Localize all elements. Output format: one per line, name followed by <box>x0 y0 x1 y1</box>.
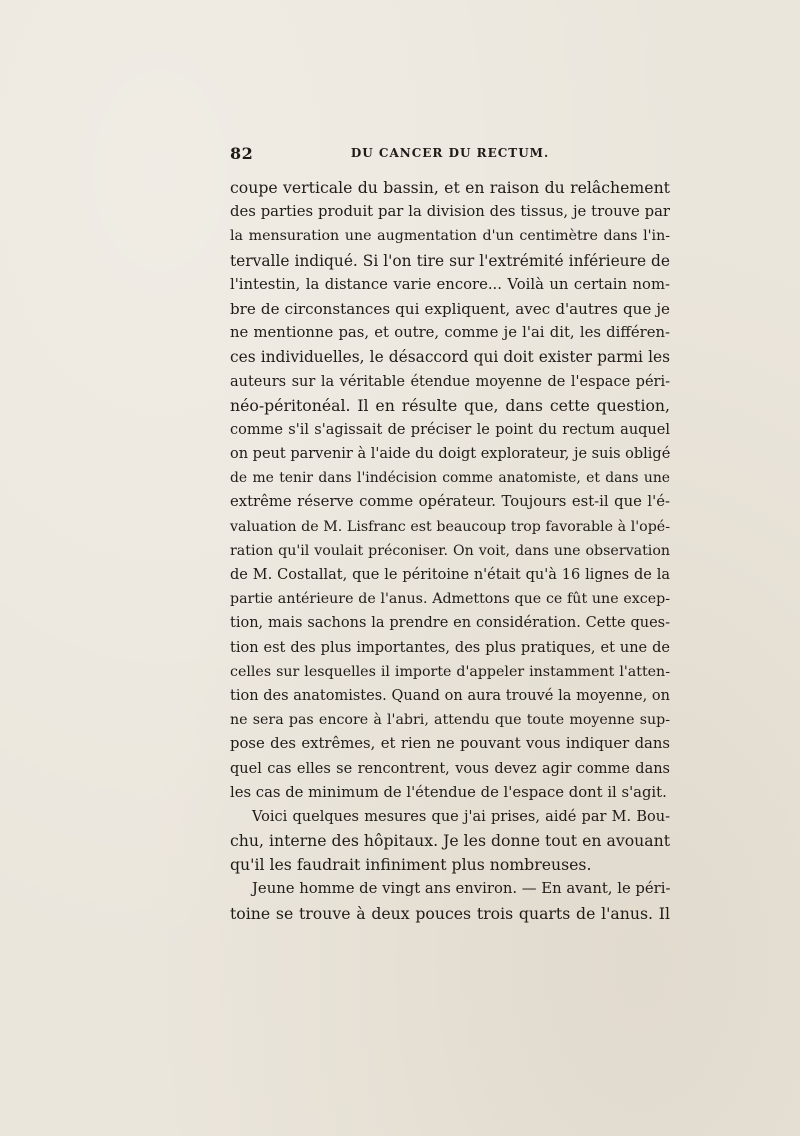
text-line: de M. Costallat, que le péritoine n'était qu'à 16 lignes de la <box>230 567 670 583</box>
text-line: l'intestin, la distance varie encore... Voilà un certain nom- <box>230 275 670 293</box>
text-line: pose des extrêmes, et rien ne pouvant vous indiquer dans <box>230 735 670 753</box>
text-line: les cas de minimum de l'étendue de l'espace dont il s'agit. <box>230 783 667 801</box>
text-line: Jeune homme de vingt ans environ. — En avant, le péri- <box>252 880 671 898</box>
body-text <box>230 176 670 926</box>
text-line: néo-péritonéal. Il en résulte que, dans cette question, <box>230 395 670 415</box>
running-head-title: DU CANCER DU RECTUM. <box>350 146 550 160</box>
text-line: on peut parvenir à l'aide du doigt explorateur, je suis obligé <box>230 446 671 463</box>
text-line: de me tenir dans l'indécision comme anatomiste, et dans une <box>230 470 670 487</box>
text-line: chu, interne des hôpitaux. Je les donne tout en avouant <box>230 831 671 851</box>
text-line: celles sur lesquelles il importe d'appeler instamment l'atten- <box>230 663 670 680</box>
text-line: tion des anatomistes. Quand on aura trouvé la moyenne, on <box>230 687 670 704</box>
text-line: toine se trouve à deux pouces trois quarts de l'anus. Il <box>230 903 670 923</box>
text-line: tervalle indiqué. Si l'on tire sur l'extrémité inférieure de <box>230 251 670 270</box>
text-line: ne mentionne pas, et outre, comme je l'ai dit, les différen- <box>230 324 670 342</box>
text-line: partie antérieure de l'anus. Admettons que ce fût une excep- <box>230 591 670 608</box>
book-page <box>230 142 671 923</box>
text-line: ration qu'il voulait préconiser. On voit, dans une observation <box>230 542 670 559</box>
text-line: bre de circonstances qui expliquent, avec d'autres que je <box>230 299 670 318</box>
text-line: extrême réserve comme opérateur. Toujours est-il que l'é- <box>230 493 670 511</box>
text-line: auteurs sur la véritable étendue moyenne de l'espace péri- <box>230 373 670 390</box>
text-line: coupe verticale du bassin, et en raison du relâchement <box>230 178 670 197</box>
text-line: quel cas elles se rencontrent, vous devez agir comme dans <box>230 760 670 777</box>
text-line: ne sera pas encore à l'abri, attendu que toute moyenne sup- <box>230 712 670 729</box>
text-line: valuation de M. Lisfranc est beaucoup trop favorable à l'opé- <box>230 518 670 535</box>
text-line: tion, mais sachons la prendre en considération. Cette ques- <box>230 615 670 632</box>
text-line: comme s'il s'agissait de préciser le point du rectum auquel <box>230 421 670 438</box>
text-line: tion est des plus importantes, des plus pratiques, et une de <box>230 639 670 656</box>
text-line: ces individuelles, le désaccord qui doit exister parmi les <box>230 348 670 367</box>
text-line: la mensuration une augmentation d'un centimètre dans l'in- <box>230 228 670 245</box>
running-head <box>230 142 670 170</box>
text-line: qu'il les faudrait infiniment plus nombreuses. <box>230 855 592 875</box>
page-number: 82 <box>230 144 254 163</box>
text-line: Voici quelques mesures que j'ai prises, aidé par M. Bou- <box>252 808 670 825</box>
text-line: des parties produit par la division des tissus, je trouve par <box>230 203 670 221</box>
